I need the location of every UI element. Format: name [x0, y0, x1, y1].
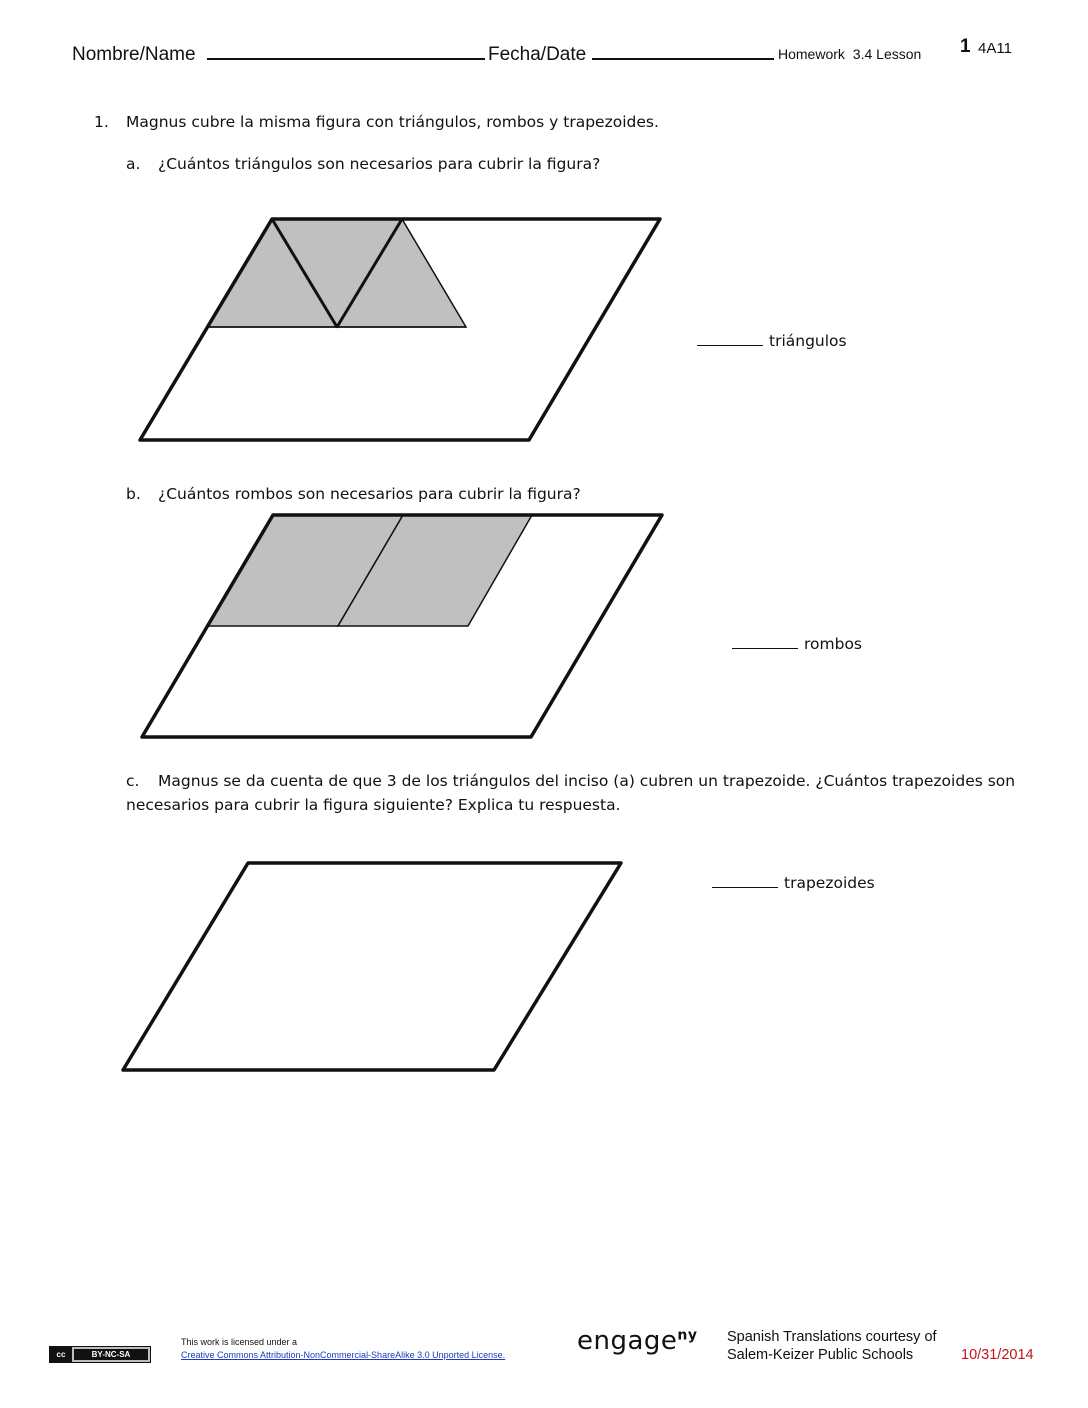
- logo-super: ny: [677, 1327, 698, 1344]
- part-a-answer-unit: triángulos: [769, 332, 847, 350]
- cc-icon: cc: [50, 1347, 72, 1362]
- cc-badge: [49, 1346, 151, 1363]
- problem-number: 1.: [94, 113, 109, 131]
- name-label: Nombre/Name: [72, 44, 196, 65]
- date-label: Fecha/Date: [488, 44, 587, 65]
- license-line1: This work is licensed under a: [181, 1337, 298, 1347]
- homework-label: Homework: [778, 46, 845, 62]
- part-a-question: ¿Cuántos triángulos son necesarios para cubrir la figura?: [158, 155, 601, 173]
- problem-stem: Magnus cubre la misma figura con triángulos, rombos y trapezoides.: [126, 113, 659, 131]
- figure-b: [142, 515, 662, 737]
- grade-digit: 1: [960, 36, 971, 57]
- logo-text: engage: [577, 1326, 678, 1356]
- part-b-answer-unit: rombos: [804, 635, 863, 653]
- part-c-answer-unit: trapezoides: [784, 874, 875, 892]
- footer-date: 10/31/2014: [961, 1347, 1034, 1363]
- module-code: 4A11: [978, 40, 1012, 57]
- part-b-question: ¿Cuántos rombos son necesarios para cubrir la figura?: [158, 485, 581, 503]
- part-c-letter: c.: [126, 772, 140, 790]
- part-b-letter: b.: [126, 485, 141, 503]
- credit-line1: Spanish Translations courtesy of: [727, 1329, 937, 1345]
- credit-line2: Salem-Keizer Public Schools: [727, 1347, 914, 1363]
- lesson-number: 3.4: [852, 46, 873, 62]
- figure-a: [140, 219, 660, 440]
- part-c-question-line1: Magnus se da cuenta de que 3 de los triángulos del inciso (a) cubren un trapezoide. ¿Cuántos trapezoides son: [158, 772, 1016, 790]
- part-c-question-line2: necesarios para cubrir la figura siguiente? Explica tu respuesta.: [126, 796, 621, 814]
- engageny-logo: [577, 1326, 698, 1356]
- cc-badge-text: BY-NC-SA: [74, 1349, 148, 1360]
- part-a-letter: a.: [126, 155, 141, 173]
- figure-c: [123, 863, 621, 1070]
- figure-c-parallelogram: [123, 863, 621, 1070]
- license-link[interactable]: Creative Commons Attribution-NonCommercial-ShareAlike 3.0 Unported License.: [181, 1350, 506, 1360]
- lesson-label: Lesson: [876, 46, 922, 62]
